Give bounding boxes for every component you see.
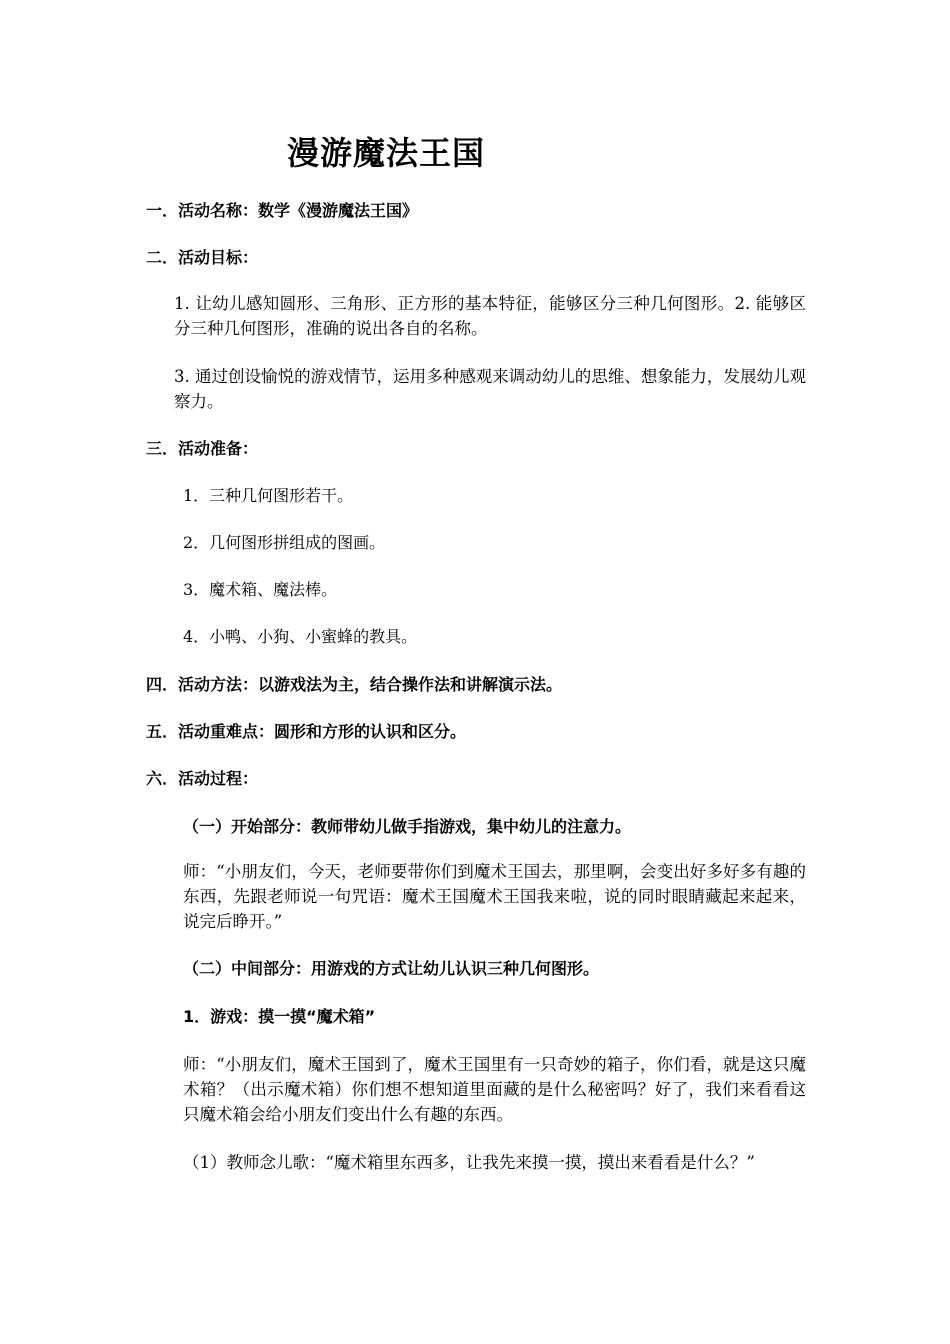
prep-item-3: 3．魔术箱、魔法棒。	[183, 580, 338, 599]
section-activity-method: 四．活动方法：以游戏法为主，结合操作法和讲解演示法。	[146, 675, 563, 694]
prep-item-1: 1．三种几何图形若干。	[183, 486, 354, 505]
section-key-points: 五．活动重难点：圆形和方形的认识和区分。	[146, 722, 467, 741]
goal-paragraph-3: 3. 通过创设愉悦的游戏情节，运用多种感观来调动幼儿的思维、想象能力，发展幼儿观察力。	[174, 367, 806, 411]
process-part-2-heading: （二）中间部分：用游戏的方式让幼儿认识三种几何图形。	[183, 959, 600, 978]
section-activity-preparation: 三．活动准备：	[146, 439, 259, 458]
process-part-1-paragraph: 师：“小朋友们，今天，老师要带你们到魔术王国去，那里啊，会变出好多好多有趣的东西，先跟老师说一句咒语：魔术王国魔术王国我来啦，说的同时眼睛藏起来起来，说完后睁开。”	[183, 862, 806, 931]
process-part-1-heading: （一）开始部分：教师带幼儿做手指游戏，集中幼儿的注意力。	[183, 817, 632, 836]
game-1-paragraph: 师：“小朋友们，魔术王国到了，魔术王国里有一只奇妙的箱子，你们看，就是这只魔术箱？（出示魔术箱）你们想不想知道里面藏的是什么秘密吗？好了，我们来看看这只魔术箱会给小朋友们变出什么有趣的东西。	[183, 1055, 806, 1124]
section-activity-name: 一．活动名称：数学《漫游魔法王国》	[146, 201, 419, 220]
prep-item-2: 2．几何图形拼组成的图画。	[183, 533, 386, 552]
prep-item-4: 4．小鸭、小狗、小蜜蜂的教具。	[183, 627, 418, 646]
game-1-heading: 1．游戏：摸一摸“魔术箱”	[183, 1007, 376, 1026]
game-1-step-1: （1）教师念儿歌：“魔术箱里东西多，让我先来摸一摸，摸出来看看是什么？”	[183, 1153, 755, 1172]
section-activity-process: 六．活动过程：	[146, 769, 259, 788]
goal-paragraph-1: 1. 让幼儿感知圆形、三角形、正方形的基本特征，能够区分三种几何图形。2. 能够区分三种几何图形，准确的说出各自的名称。	[174, 294, 806, 338]
document-title: 漫游魔法王国	[287, 134, 486, 172]
section-activity-goals: 二．活动目标：	[146, 248, 259, 267]
